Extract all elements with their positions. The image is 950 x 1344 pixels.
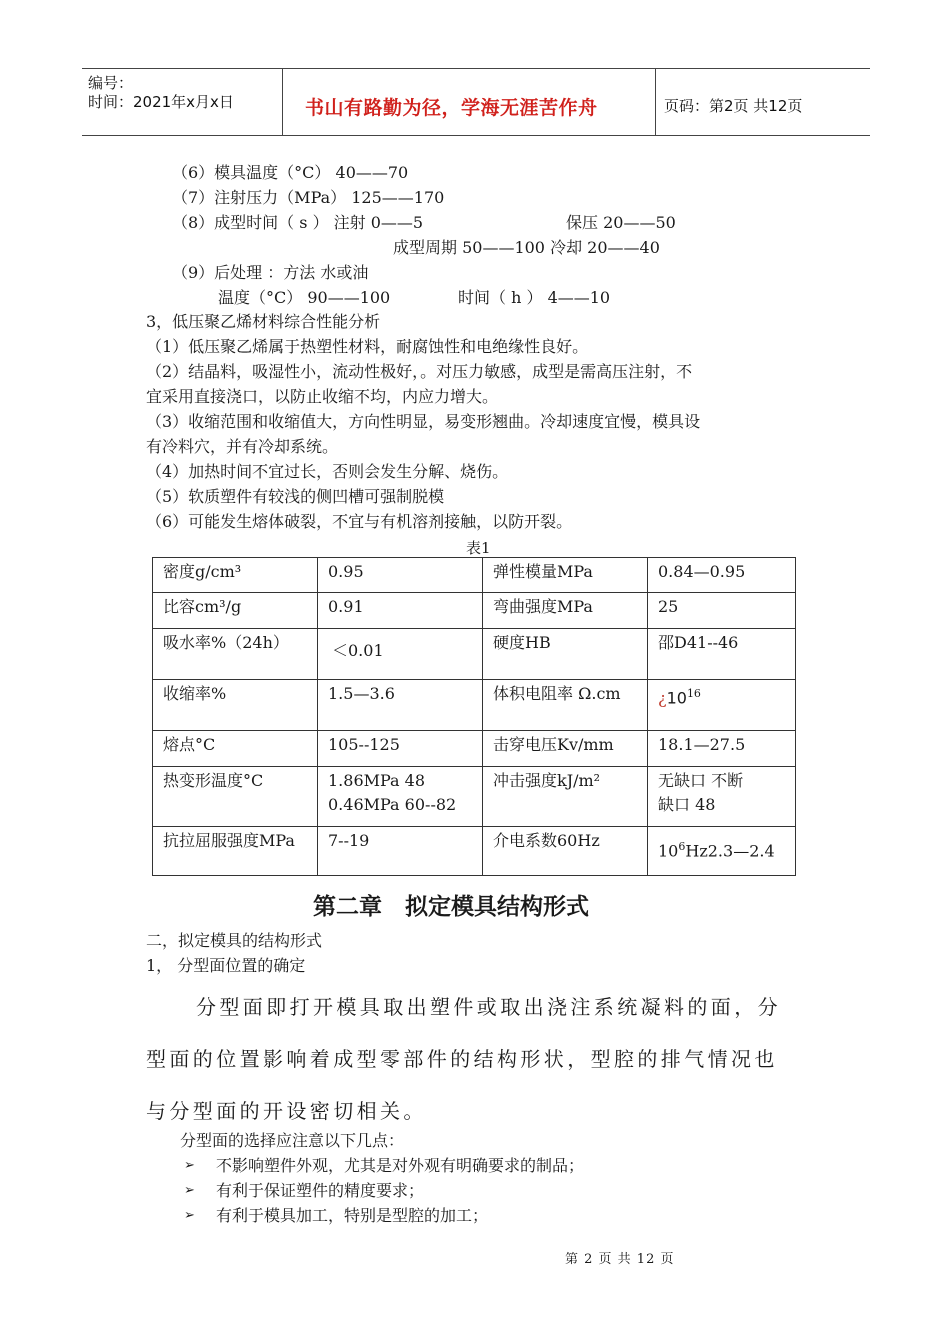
table-cell: 0.95 [318,558,483,593]
table-row [153,827,796,876]
arrow-bullet-icon: ➢ [184,1208,195,1223]
table-cell: 热变形温度°C [153,767,318,827]
table-cell-resistivity [648,680,796,731]
header-number-label: 编号： [88,74,134,92]
table-cell: 0.84—0.95 [648,558,796,593]
section3-item: （4）加热时间不宜过长，否则会发生分解、烧伤。 [146,462,509,481]
resistivity-exponent: 16 [686,687,701,700]
chapter-title: 第二章 拟定模具结构形式 [313,894,589,920]
list-item: 有利于保证塑件的精度要求； [216,1181,425,1200]
header-bottom-rule [82,135,870,136]
table-cell-dielectric [648,827,796,876]
table-cell: 体积电阻率 Ω.cm [483,680,648,731]
table-cell: ＜0.01 [318,629,483,680]
cell-line: 缺口 48 [658,795,716,814]
table-cell: 冲击强度kJ/m² [483,767,648,827]
table-cell: 击穿电压Kv/mm [483,731,648,767]
table-cell: 介电系数60Hz [483,827,648,876]
header-divider [655,68,656,135]
param-post-treatment: （9）后处理 ：方法 水或油 [172,263,369,282]
page-footer: 第 2 页 共 12 页 [565,1252,675,1267]
param-cycle-cool: 成型周期 50——100 冷却 20——40 [393,238,660,257]
paragraph-line: 型面的位置影响着成型零部件的结构形状，型腔的排气情况也 [146,1047,778,1071]
cell-line: 无缺口 不断 [658,771,744,790]
cell-line: 0.46MPa 60--82 [328,795,457,814]
header-motto: 书山有路勤为径，学海无涯苦作舟 [305,97,598,119]
properties-table [152,557,796,876]
param-mold-temp: （6）模具温度（°C） 40——70 [172,163,409,182]
header-top-rule [82,68,870,69]
table-row [153,558,796,593]
table-caption: 表1 [466,539,491,557]
notes-intro: 分型面的选择应注意以下几点： [180,1131,405,1150]
dielectric-exponent: 6 [678,840,686,853]
header-page-info: 页码：第2页 共12页 [664,97,803,115]
list-item: 有利于模具加工，特别是型腔的加工； [216,1206,489,1225]
chapter-subtitle: 二，拟定模具的结构形式 [146,931,323,950]
param-molding-time: （8）成型时间（ s ） 注射 0——5 [172,213,424,232]
table-cell: 1.5—3.6 [318,680,483,731]
dielectric-rest: Hz2.3—2.4 [685,841,775,861]
section3-item: （2）结晶料，吸湿性小，流动性极好，。对压力敏感，成型是需高压注射，不 [146,362,693,381]
table-cell: 邵D41--46 [648,629,796,680]
table-row [153,680,796,731]
table-cell: 吸水率%（24h） [153,629,318,680]
header-time-label: 时间：2021年x月x日 [88,93,234,111]
param-hold-time: 保压 20——50 [566,213,676,232]
table-cell: 收缩率% [153,680,318,731]
table-cell: 密度g/cm³ [153,558,318,593]
table-cell: 熔点°C [153,731,318,767]
resistivity-base: 10 [666,688,687,708]
paragraph-line: 与分型面的开设密切相关。 [146,1099,427,1123]
table-cell: 硬度HB [483,629,648,680]
arrow-bullet-icon: ➢ [184,1158,195,1173]
param-post-time: 时间（ h ） 4——10 [458,288,611,307]
table-cell: 7--19 [318,827,483,876]
table-cell: 25 [648,593,796,629]
table-row [153,767,796,827]
table-cell: 弯曲强度MPa [483,593,648,629]
paragraph-line: 分型面即打开模具取出塑件或取出浇注系统凝料的面，分 [196,995,781,1019]
section3-item: （1）低压聚乙烯属于热塑性材料，耐腐蚀性和电绝缘性良好。 [146,337,589,356]
section1-title: 1， 分型面位置的确定 [146,956,306,975]
arrow-bullet-icon: ➢ [184,1183,195,1198]
section3-item: （6）可能发生熔体破裂，不宜与有机溶剂接触，以防开裂。 [146,512,573,531]
table-cell-multiline [318,767,483,827]
table-cell: 18.1—27.5 [648,731,796,767]
table-row [153,593,796,629]
table-cell: 抗拉屈服强度MPa [153,827,318,876]
table-cell: 弹性模量MPa [483,558,648,593]
table-cell-multiline [648,767,796,827]
section3-item: 宜采用直接浇口，以防止收缩不均，内应力增大。 [146,387,499,406]
section3-item: （3）收缩范围和收缩值大，方向性明显，易变形翘曲。冷却速度宜慢，模具设 [146,412,701,431]
table-cell: 105--125 [318,731,483,767]
section3-title: 3，低压聚乙烯材料综合性能分析 [146,312,381,331]
cell-line: 1.86MPa 48 [328,771,426,790]
list-item: 不影响塑件外观，尤其是对外观有明确要求的制品； [216,1156,585,1175]
header-divider [282,68,283,135]
param-injection-pressure: （7）注射压力（MPa） 125——170 [172,188,445,207]
section3-item: （5）软质塑件有较浅的侧凹槽可强制脱模 [146,487,445,506]
param-post-temp: 温度（°C） 90——100 [218,288,391,307]
unknown-glyph: ¿ [658,688,667,708]
dielectric-base: 10 [658,841,679,861]
table-row [153,731,796,767]
table-cell: 比容cm³/g [153,593,318,629]
section3-item: 有冷料穴，并有冷却系统。 [146,437,339,456]
table-cell: 0.91 [318,593,483,629]
table-row [153,629,796,680]
